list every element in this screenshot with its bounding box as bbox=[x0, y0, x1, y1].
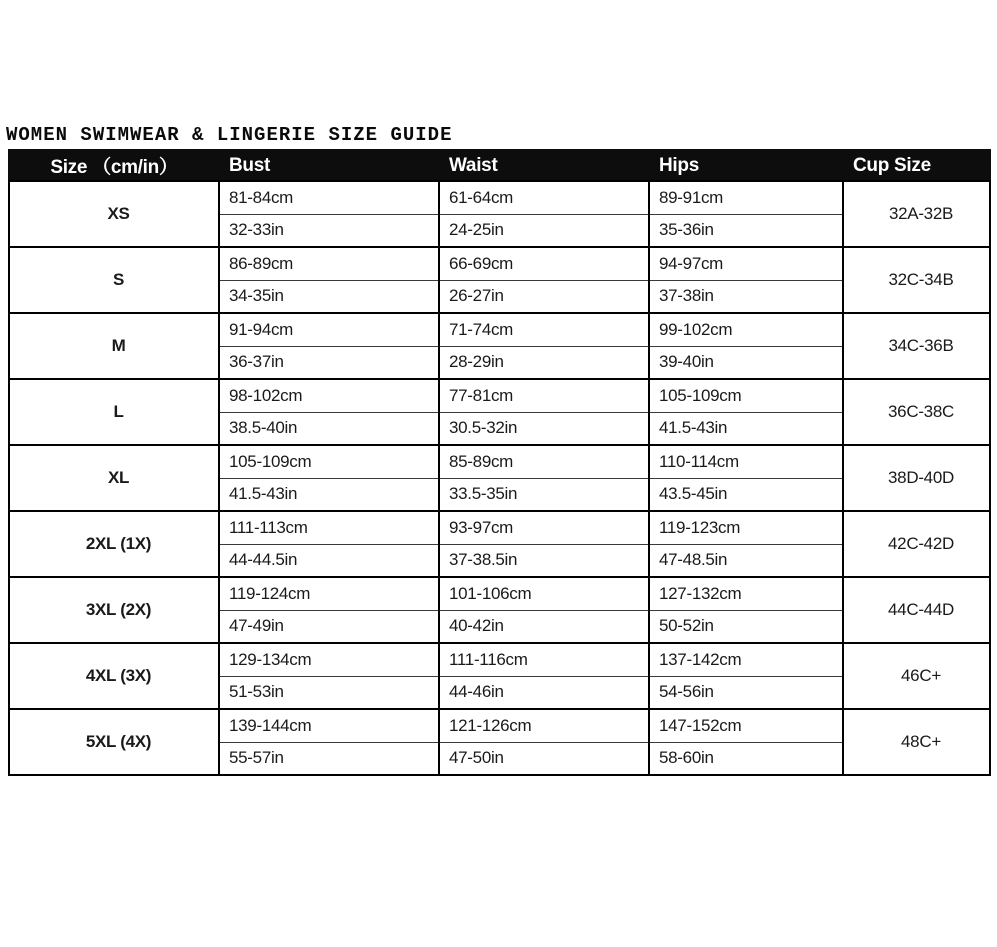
table-row bbox=[9, 643, 990, 676]
bust-cm-value: 81-84cm bbox=[219, 181, 439, 214]
cup-size-value: 32C-34B bbox=[843, 247, 990, 313]
table-row bbox=[9, 313, 990, 346]
table-row bbox=[9, 379, 990, 412]
hips-in-value: 41.5-43in bbox=[649, 412, 843, 445]
cup-size-value: 46C+ bbox=[843, 643, 990, 709]
hips-in-value: 47-48.5in bbox=[649, 544, 843, 577]
hips-in-value: 43.5-45in bbox=[649, 478, 843, 511]
bust-in-value: 47-49in bbox=[219, 610, 439, 643]
hips-cm-value: 119-123cm bbox=[649, 511, 843, 544]
hips-in-value: 58-60in bbox=[649, 742, 843, 775]
col-header-hips: Hips bbox=[649, 150, 843, 181]
table-row bbox=[9, 511, 990, 544]
hips-in-value: 37-38in bbox=[649, 280, 843, 313]
bust-cm-value: 139-144cm bbox=[219, 709, 439, 742]
col-header-cup-size: Cup Size bbox=[843, 150, 990, 181]
hips-cm-value: 94-97cm bbox=[649, 247, 843, 280]
hips-cm-value: 110-114cm bbox=[649, 445, 843, 478]
hips-cm-value: 99-102cm bbox=[649, 313, 843, 346]
waist-in-value: 28-29in bbox=[439, 346, 649, 379]
cup-size-value: 44C-44D bbox=[843, 577, 990, 643]
bust-cm-value: 98-102cm bbox=[219, 379, 439, 412]
table-row bbox=[9, 709, 990, 742]
size-label: 4XL (3X) bbox=[9, 643, 219, 709]
cup-size-value: 42C-42D bbox=[843, 511, 990, 577]
waist-in-value: 37-38.5in bbox=[439, 544, 649, 577]
size-label: 2XL (1X) bbox=[9, 511, 219, 577]
bust-cm-value: 105-109cm bbox=[219, 445, 439, 478]
size-label: L bbox=[9, 379, 219, 445]
hips-cm-value: 89-91cm bbox=[649, 181, 843, 214]
waist-cm-value: 66-69cm bbox=[439, 247, 649, 280]
waist-cm-value: 71-74cm bbox=[439, 313, 649, 346]
size-label: XL bbox=[9, 445, 219, 511]
bust-in-value: 55-57in bbox=[219, 742, 439, 775]
bust-in-value: 32-33in bbox=[219, 214, 439, 247]
waist-cm-value: 77-81cm bbox=[439, 379, 649, 412]
cup-size-value: 38D-40D bbox=[843, 445, 990, 511]
header-row bbox=[9, 150, 990, 181]
waist-cm-value: 111-116cm bbox=[439, 643, 649, 676]
page-title: WOMEN SWIMWEAR & LINGERIE SIZE GUIDE bbox=[6, 124, 453, 146]
col-header-bust: Bust bbox=[219, 150, 439, 181]
bust-cm-value: 119-124cm bbox=[219, 577, 439, 610]
col-header-size: Size （cm/in） bbox=[9, 150, 219, 181]
waist-cm-value: 101-106cm bbox=[439, 577, 649, 610]
waist-cm-value: 61-64cm bbox=[439, 181, 649, 214]
cup-size-value: 32A-32B bbox=[843, 181, 990, 247]
bust-in-value: 38.5-40in bbox=[219, 412, 439, 445]
bust-cm-value: 111-113cm bbox=[219, 511, 439, 544]
waist-in-value: 30.5-32in bbox=[439, 412, 649, 445]
waist-in-value: 44-46in bbox=[439, 676, 649, 709]
size-label: S bbox=[9, 247, 219, 313]
hips-in-value: 39-40in bbox=[649, 346, 843, 379]
waist-in-value: 26-27in bbox=[439, 280, 649, 313]
size-label: 3XL (2X) bbox=[9, 577, 219, 643]
hips-cm-value: 137-142cm bbox=[649, 643, 843, 676]
waist-in-value: 40-42in bbox=[439, 610, 649, 643]
bust-in-value: 51-53in bbox=[219, 676, 439, 709]
size-label: 5XL (4X) bbox=[9, 709, 219, 775]
size-label: M bbox=[9, 313, 219, 379]
waist-cm-value: 85-89cm bbox=[439, 445, 649, 478]
hips-cm-value: 147-152cm bbox=[649, 709, 843, 742]
hips-in-value: 54-56in bbox=[649, 676, 843, 709]
bust-in-value: 36-37in bbox=[219, 346, 439, 379]
hips-cm-value: 105-109cm bbox=[649, 379, 843, 412]
bust-in-value: 44-44.5in bbox=[219, 544, 439, 577]
cup-size-value: 48C+ bbox=[843, 709, 990, 775]
table-row bbox=[9, 577, 990, 610]
bust-cm-value: 86-89cm bbox=[219, 247, 439, 280]
size-label: XS bbox=[9, 181, 219, 247]
table-row bbox=[9, 181, 990, 214]
bust-cm-value: 91-94cm bbox=[219, 313, 439, 346]
bust-in-value: 41.5-43in bbox=[219, 478, 439, 511]
waist-cm-value: 93-97cm bbox=[439, 511, 649, 544]
table-row bbox=[9, 247, 990, 280]
size-guide-table bbox=[8, 149, 991, 776]
waist-in-value: 47-50in bbox=[439, 742, 649, 775]
waist-in-value: 24-25in bbox=[439, 214, 649, 247]
waist-cm-value: 121-126cm bbox=[439, 709, 649, 742]
cup-size-value: 34C-36B bbox=[843, 313, 990, 379]
hips-in-value: 50-52in bbox=[649, 610, 843, 643]
hips-cm-value: 127-132cm bbox=[649, 577, 843, 610]
waist-in-value: 33.5-35in bbox=[439, 478, 649, 511]
col-header-waist: Waist bbox=[439, 150, 649, 181]
bust-in-value: 34-35in bbox=[219, 280, 439, 313]
hips-in-value: 35-36in bbox=[649, 214, 843, 247]
table-row bbox=[9, 445, 990, 478]
bust-cm-value: 129-134cm bbox=[219, 643, 439, 676]
cup-size-value: 36C-38C bbox=[843, 379, 990, 445]
